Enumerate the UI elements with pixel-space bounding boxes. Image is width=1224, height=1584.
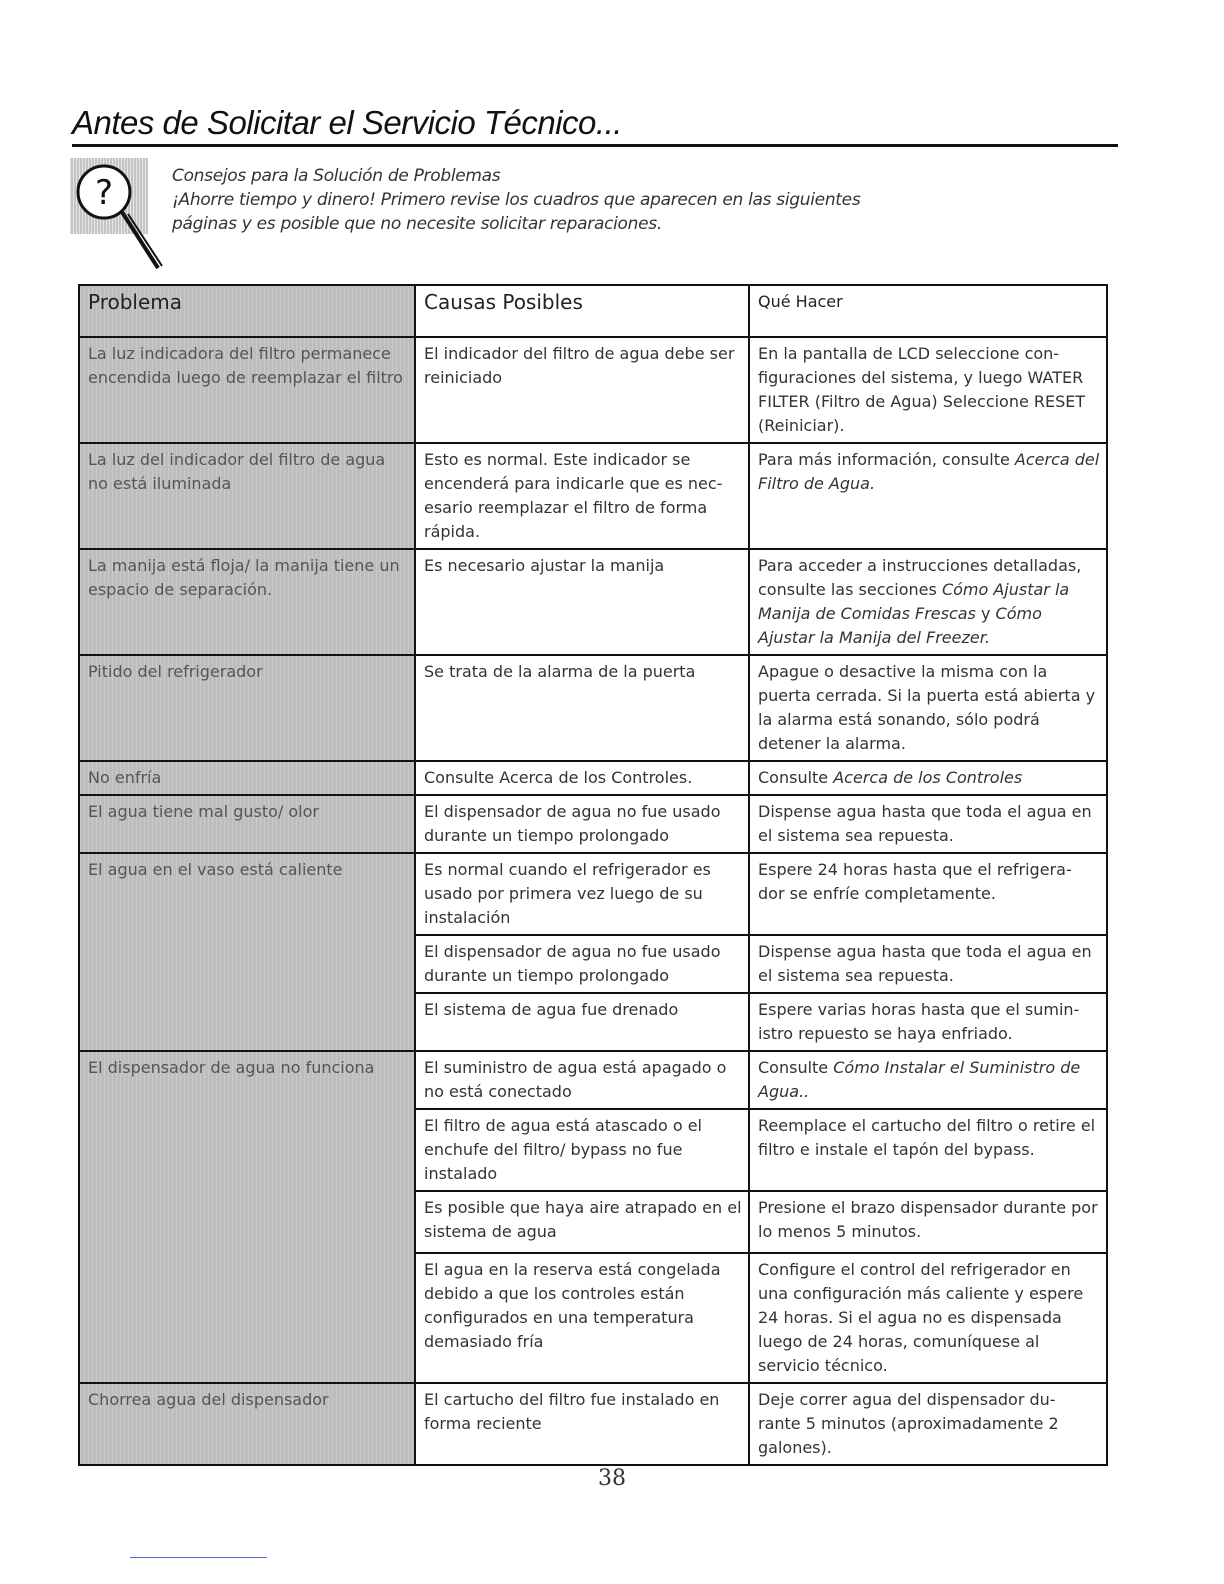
footer-divider (130, 1557, 267, 1558)
problem-cell: La luz indicadora del filtro permanece encendida luego de reemplazar el filtro (79, 337, 415, 443)
action-cell: Dispense agua hasta que toda el agua en el sistema sea repuesta. (749, 935, 1107, 993)
table-row (79, 655, 1107, 761)
tips-heading: Consejos para la Solución de Problemas (172, 166, 501, 186)
tips-text (172, 164, 932, 236)
cause-cell: El sistema de agua fue drenado (415, 993, 749, 1051)
table-row (79, 549, 1107, 655)
cause-cell: El dispensador de agua no fue usado durante un tiempo prolongado (415, 935, 749, 993)
page-title: Antes de Solicitar el Servicio Técnico... (72, 104, 1118, 147)
cause-cell: Es necesario ajustar la manija (415, 549, 749, 655)
action-cell (749, 443, 1107, 549)
action-cell: Configure el control del refrigerador en una configuración más caliente y espere 24 horas. Si el agua no es dispensada luego de 24 horas, comuníquese al servicio técnico. (749, 1253, 1107, 1383)
table-row (79, 761, 1107, 795)
action-reference: Acerca de los Controles (833, 768, 1023, 787)
cause-cell: El indicador del filtro de agua debe ser reiniciado (415, 337, 749, 443)
header-action: Qué Hacer (749, 285, 1107, 337)
tips-line-1: ¡Ahorre tiempo y dinero! Primero revise los cuadros que aparecen en las siguientes (172, 190, 861, 210)
action-text: y (975, 604, 996, 623)
action-cell: Presione el brazo dispensador durante por lo menos 5 minutos. (749, 1191, 1107, 1253)
problem-cell: El agua en el vaso está caliente (79, 853, 415, 1051)
problem-cell: Pitido del refrigerador (79, 655, 415, 761)
cause-cell: Se trata de la alarma de la puerta (415, 655, 749, 761)
cause-cell: Esto es normal. Este indicador se encenderá para indicarle que es nec- esario reemplazar el filtro de forma rápida. (415, 443, 749, 549)
table-row (79, 443, 1107, 549)
action-text: Para más información, consulte (758, 450, 1015, 469)
action-cell: Deje correr agua del dispensador du- rante 5 minutos (aproximadamente 2 galones). (749, 1383, 1107, 1465)
table-row (79, 1051, 1107, 1109)
action-cell: Dispense agua hasta que toda el agua en el sistema sea repuesta. (749, 795, 1107, 853)
action-cell: Reemplace el cartucho del filtro o retire el filtro e instale el tapón del bypass. (749, 1109, 1107, 1191)
table-row (79, 1383, 1107, 1465)
problem-cell: La luz del indicador del filtro de agua no está iluminada (79, 443, 415, 549)
action-cell: En la pantalla de LCD seleccione con- figuraciones del sistema, y luego WATER FILTER (Filtro de Agua) Seleccione RESET (Reiniciar). (749, 337, 1107, 443)
problem-cell: Chorrea agua del dispensador (79, 1383, 415, 1465)
action-reference: Acerca del Filtro de Agua. (758, 450, 1100, 493)
action-cell: Espere 24 horas hasta que el refrigera- dor se enfríe completamente. (749, 853, 1107, 935)
tips-line-2: páginas y es posible que no necesite solicitar reparaciones. (172, 214, 662, 234)
cause-cell: El agua en la reserva está congelada debido a que los controles están configurados en una temperatura demasiado fría (415, 1253, 749, 1383)
action-cell (749, 1051, 1107, 1109)
troubleshooting-table (78, 284, 1108, 1466)
action-reference: Cómo Ajustar la Manija del Freezer. (758, 604, 1042, 647)
table-row (79, 337, 1107, 443)
cause-cell: El dispensador de agua no fue usado durante un tiempo prolongado (415, 795, 749, 853)
header-causes: Causas Posibles (415, 285, 749, 337)
cause-cell: El cartucho del filtro fue instalado en forma reciente (415, 1383, 749, 1465)
svg-text:?: ? (94, 173, 114, 213)
cause-cell: Es posible que haya aire atrapado en el sistema de agua (415, 1191, 749, 1253)
action-cell (749, 761, 1107, 795)
action-cell: Apague o desactive la misma con la puerta cerrada. Si la puerta está abierta y la alarma está sonando, sólo podrá detener la alarma. (749, 655, 1107, 761)
problem-cell: El dispensador de agua no funciona (79, 1051, 415, 1383)
table-header-row (79, 285, 1107, 337)
action-text: Consulte (758, 768, 834, 787)
action-cell (749, 549, 1107, 655)
cause-cell: El suministro de agua está apagado o no está conectado (415, 1051, 749, 1109)
cause-cell: El filtro de agua está atascado o el enchufe del filtro/ bypass no fue instalado (415, 1109, 749, 1191)
table-row (79, 853, 1107, 935)
magnifier-question-icon (70, 158, 170, 276)
header-problem: Problema (79, 285, 415, 337)
action-reference: Cómo Ajustar la Manija de Comidas Frescas (758, 580, 1070, 623)
cause-cell: Consulte Acerca de los Controles. (415, 761, 749, 795)
problem-cell: No enfría (79, 761, 415, 795)
problem-cell: La manija está floja/ la manija tiene un espacio de separación. (79, 549, 415, 655)
action-text: Consulte (758, 1058, 834, 1077)
action-cell: Espere varias horas hasta que el sumin- istro repuesto se haya enfriado. (749, 993, 1107, 1051)
cause-cell: Es normal cuando el refrigerador es usado por primera vez luego de su instalación (415, 853, 749, 935)
action-reference: Cómo Instalar el Suministro de Agua.. (758, 1058, 1081, 1101)
action-text: Para acceder a instrucciones detalladas, consulte las secciones (758, 556, 1082, 599)
problem-cell: El agua tiene mal gusto/ olor (79, 795, 415, 853)
table-row (79, 795, 1107, 853)
page-number: 38 (598, 1466, 626, 1491)
